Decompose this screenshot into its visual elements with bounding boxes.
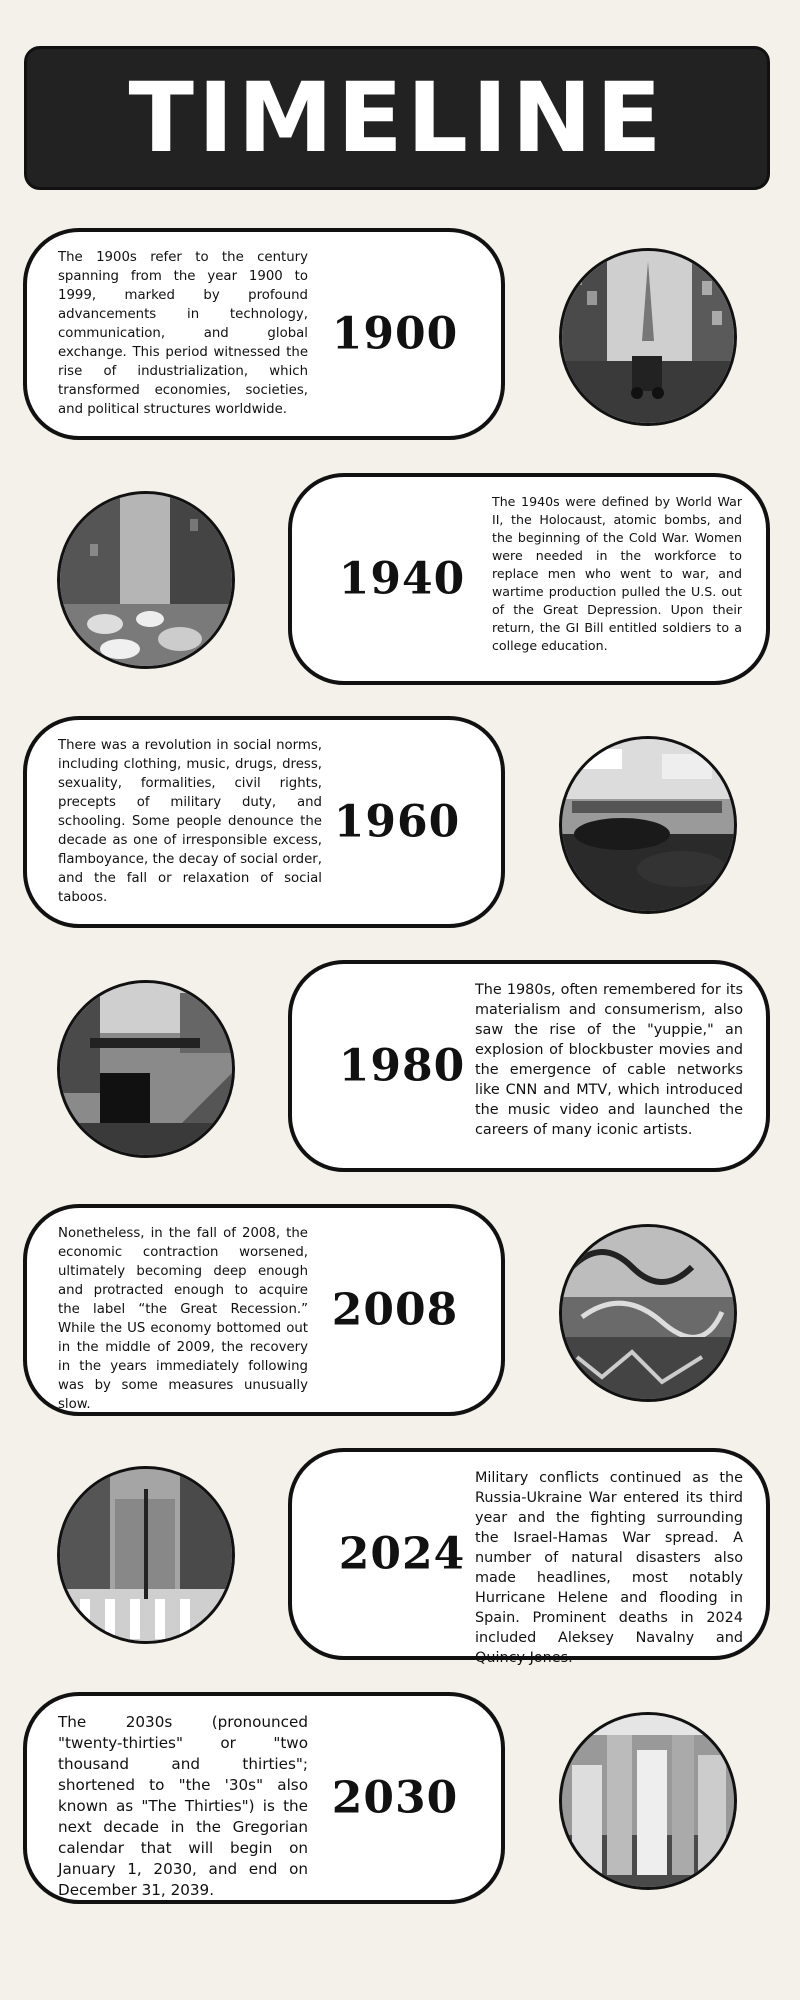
times-square-traffic-photo: [559, 736, 737, 914]
card-description: The 1900s refer to the century spanning from the year 1900 to 1999, marked by profound advancements in technology, communication, and global exchange. This period witnessed the rise of industrialization, which transformed economies, societies, and political structures worldwide.: [58, 250, 308, 417]
card-year: 1980: [338, 1040, 466, 1092]
timeline-card-2008: [23, 1204, 505, 1416]
aerial-skyscrapers-photo: [559, 1712, 737, 1890]
card-description: Nonetheless, in the fall of 2008, the economic contraction worsened, ultimately becoming deep enough and protracted enough to acquire the label “the Great Recession.” While the US economy bottomed out in the middle of 2009, the recovery in the years immediately following was by some measures unusually slow.: [58, 1226, 308, 1412]
card-description: There was a revolution in social norms, including clothing, music, drugs, dress, sexuality, formalities, civil rights, precepts of military duty, and schooling. Some people denounce the decade as one of irresponsible excess, flamboyance, the decay of social order, and the fall or relaxation of social taboos.: [58, 738, 322, 905]
card-year: 2024: [338, 1528, 466, 1580]
card-description: Military conflicts continued as the Russia-Ukraine War entered its third year and the fighting surrounding the Israel-Hamas War spread. A number of natural disasters also made headlines, most notably Hurricane Helene and flooding in Spain. Prominent deaths in 2024 included Aleksey Navalny and Quincy Jones.: [475, 1470, 743, 1666]
rainy-city-crosswalk-photo: [57, 1466, 235, 1644]
card-year: 2030: [331, 1772, 459, 1824]
card-year: 1960: [333, 796, 461, 848]
underpass-graffiti-photo: [57, 980, 235, 1158]
timeline-header: [24, 46, 770, 190]
card-year: 2008: [331, 1284, 459, 1336]
card-description: The 2030s (pronounced "twenty-thirties" or "two thousand and thirties"; shortened to "the '30s" also known as "The Thirties") is the next decade in the Gregorian calendar that will begin on January 1, 2030, and end on December 31, 2039.: [58, 1713, 308, 1899]
timeline-card-1980: [288, 960, 770, 1172]
timeline-card-1900: [23, 228, 505, 440]
card-year: 1900: [331, 308, 459, 360]
timeline-card-2030: [23, 1692, 505, 1904]
card-year: 1940: [338, 553, 466, 605]
city-street-vintage-cars-photo: [57, 491, 235, 669]
card-description: The 1980s, often remembered for its materialism and consumerism, also saw the rise of the "yuppie," an explosion of blockbuster movies and the emergence of cable networks like CNN and MTV, which introduced the music video and launched the careers of many iconic artists.: [475, 982, 743, 1138]
card-description: The 1940s were defined by World War II, the Holocaust, atomic bombs, and the beginning of the Cold War. Women were needed in the workforce to replace men who went to war, and wartime production pulled the U.S. out of the Great Depression. Upon their return, the GI Bill entitled soldiers to a college education.: [492, 494, 742, 653]
page-title: TIMELINE: [128, 62, 666, 174]
graffiti-wall-photo: [559, 1224, 737, 1402]
timeline-card-1960: [23, 716, 505, 928]
timeline-card-2024: [288, 1448, 770, 1666]
paris-street-eiffel-tower-photo: [559, 248, 737, 426]
timeline-card-1940: [288, 473, 770, 685]
